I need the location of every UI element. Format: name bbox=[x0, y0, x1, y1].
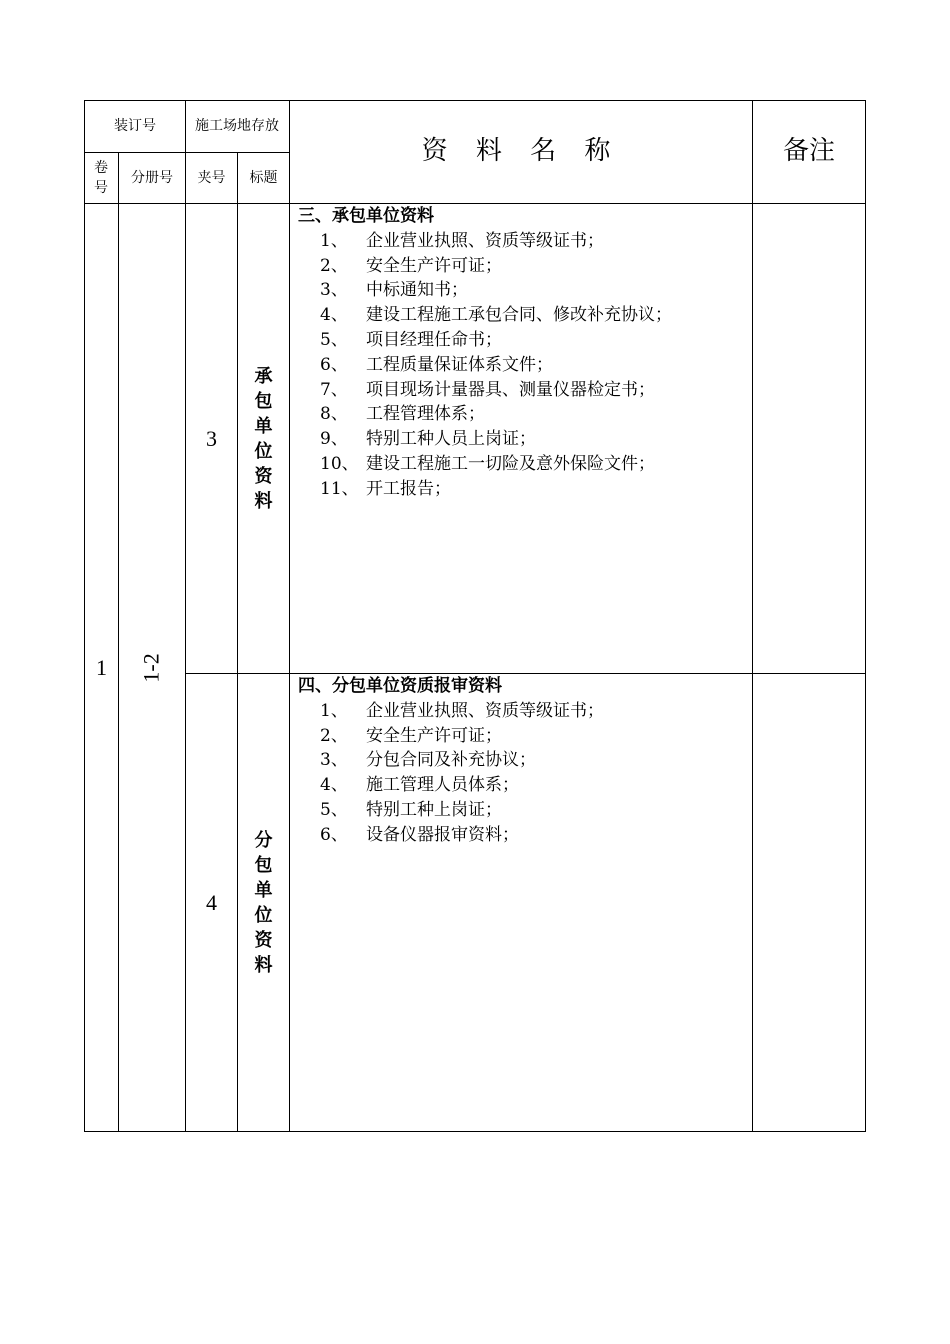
item-text: 企业营业执照、资质等级证书； bbox=[366, 700, 604, 721]
item-number: 10、 bbox=[320, 453, 359, 474]
item-text: 项目经理任命书； bbox=[366, 329, 502, 350]
group-label-contractor bbox=[238, 204, 289, 673]
item-number: 2、 bbox=[320, 725, 348, 746]
material-name-header: 资 料 名 称 bbox=[421, 136, 621, 167]
item-number: 6、 bbox=[320, 824, 348, 845]
list-item bbox=[298, 328, 748, 353]
item-text: 工程质量保证体系文件； bbox=[366, 354, 553, 375]
item-text: 安全生产许可证； bbox=[366, 255, 502, 276]
item-text: 安全生产许可证； bbox=[366, 725, 502, 746]
binding-no-header: 装订号 bbox=[114, 118, 156, 135]
sub-volume-number: 1-2 bbox=[139, 652, 165, 683]
list-item bbox=[298, 229, 748, 254]
item-text: 工程管理体系； bbox=[366, 404, 485, 425]
list-item bbox=[298, 452, 748, 477]
item-text: 建设工程施工一切险及意外保险文件； bbox=[366, 453, 655, 474]
list-item bbox=[298, 254, 748, 279]
list-item bbox=[298, 477, 748, 502]
col-line-4 bbox=[289, 100, 290, 1132]
list-item bbox=[298, 303, 748, 328]
item-text: 特别工种人员上岗证； bbox=[366, 429, 536, 450]
subcontractor-materials-list bbox=[298, 674, 748, 848]
folder-number-3: 3 bbox=[206, 425, 217, 451]
group-label-subcontractor bbox=[238, 674, 289, 1131]
label-char: 料 bbox=[254, 490, 273, 512]
label-char: 单 bbox=[254, 415, 273, 437]
list-item bbox=[298, 402, 748, 427]
label-char: 承 bbox=[254, 365, 273, 387]
folder-no-header: 夹号 bbox=[197, 169, 226, 186]
item-number: 6、 bbox=[320, 354, 348, 375]
table-border-bottom bbox=[84, 1131, 866, 1132]
label-char: 料 bbox=[254, 954, 273, 976]
item-text: 企业营业执照、资质等级证书； bbox=[366, 230, 604, 251]
site-storage-header: 施工场地存放 bbox=[195, 118, 279, 135]
item-number: 4、 bbox=[320, 305, 348, 326]
list-item bbox=[298, 748, 748, 773]
list-item bbox=[298, 773, 748, 798]
list-item bbox=[298, 353, 748, 378]
item-text: 特别工种上岗证； bbox=[366, 799, 502, 820]
section-title: 四、分包单位资质报审资料 bbox=[298, 676, 502, 696]
list-item bbox=[298, 724, 748, 749]
item-text: 分包合同及补充协议； bbox=[366, 750, 536, 771]
folder-number-4: 4 bbox=[206, 889, 217, 915]
sub-volume-no-header: 分册号 bbox=[131, 169, 173, 186]
label-char: 包 bbox=[254, 854, 273, 876]
item-number: 3、 bbox=[320, 280, 348, 301]
item-text: 项目现场计量器具、测量仪器检定书； bbox=[366, 379, 655, 400]
remarks-header: 备注 bbox=[782, 136, 835, 167]
list-item bbox=[298, 823, 748, 848]
label-char: 资 bbox=[254, 465, 273, 487]
label-char: 分 bbox=[254, 829, 273, 851]
list-item bbox=[298, 278, 748, 303]
list-item bbox=[298, 699, 748, 724]
item-number: 1、 bbox=[320, 700, 348, 721]
item-text: 中标通知书； bbox=[366, 280, 468, 301]
item-number: 11、 bbox=[320, 478, 359, 499]
sub-volume-cell bbox=[119, 204, 185, 1131]
label-char: 包 bbox=[254, 390, 273, 412]
list-item bbox=[298, 378, 748, 403]
volume-no-header: 卷号 bbox=[94, 159, 108, 196]
label-char: 位 bbox=[254, 904, 273, 926]
table-border-right bbox=[865, 100, 866, 1132]
col-line-5 bbox=[752, 100, 753, 1132]
list-item bbox=[298, 427, 748, 452]
item-text: 施工管理人员体系； bbox=[366, 775, 519, 796]
item-number: 3、 bbox=[320, 750, 348, 771]
item-number: 4、 bbox=[320, 775, 348, 796]
volume-number: 1 bbox=[96, 654, 107, 680]
item-number: 9、 bbox=[320, 429, 348, 450]
label-char: 单 bbox=[254, 879, 273, 901]
item-number: 7、 bbox=[320, 379, 348, 400]
item-number: 8、 bbox=[320, 404, 348, 425]
item-number: 5、 bbox=[320, 799, 348, 820]
item-text: 建设工程施工承包合同、修改补充协议； bbox=[366, 305, 672, 326]
item-number: 2、 bbox=[320, 255, 348, 276]
label-char: 资 bbox=[254, 929, 273, 951]
item-text: 设备仪器报审资料； bbox=[366, 824, 519, 845]
item-number: 5、 bbox=[320, 329, 348, 350]
list-item bbox=[298, 798, 748, 823]
section-title: 三、承包单位资料 bbox=[298, 206, 434, 226]
title-header: 标题 bbox=[249, 169, 278, 186]
item-text: 开工报告； bbox=[366, 478, 451, 499]
item-number: 1、 bbox=[320, 230, 348, 251]
label-char: 位 bbox=[254, 440, 273, 462]
contractor-materials-list bbox=[298, 204, 748, 502]
